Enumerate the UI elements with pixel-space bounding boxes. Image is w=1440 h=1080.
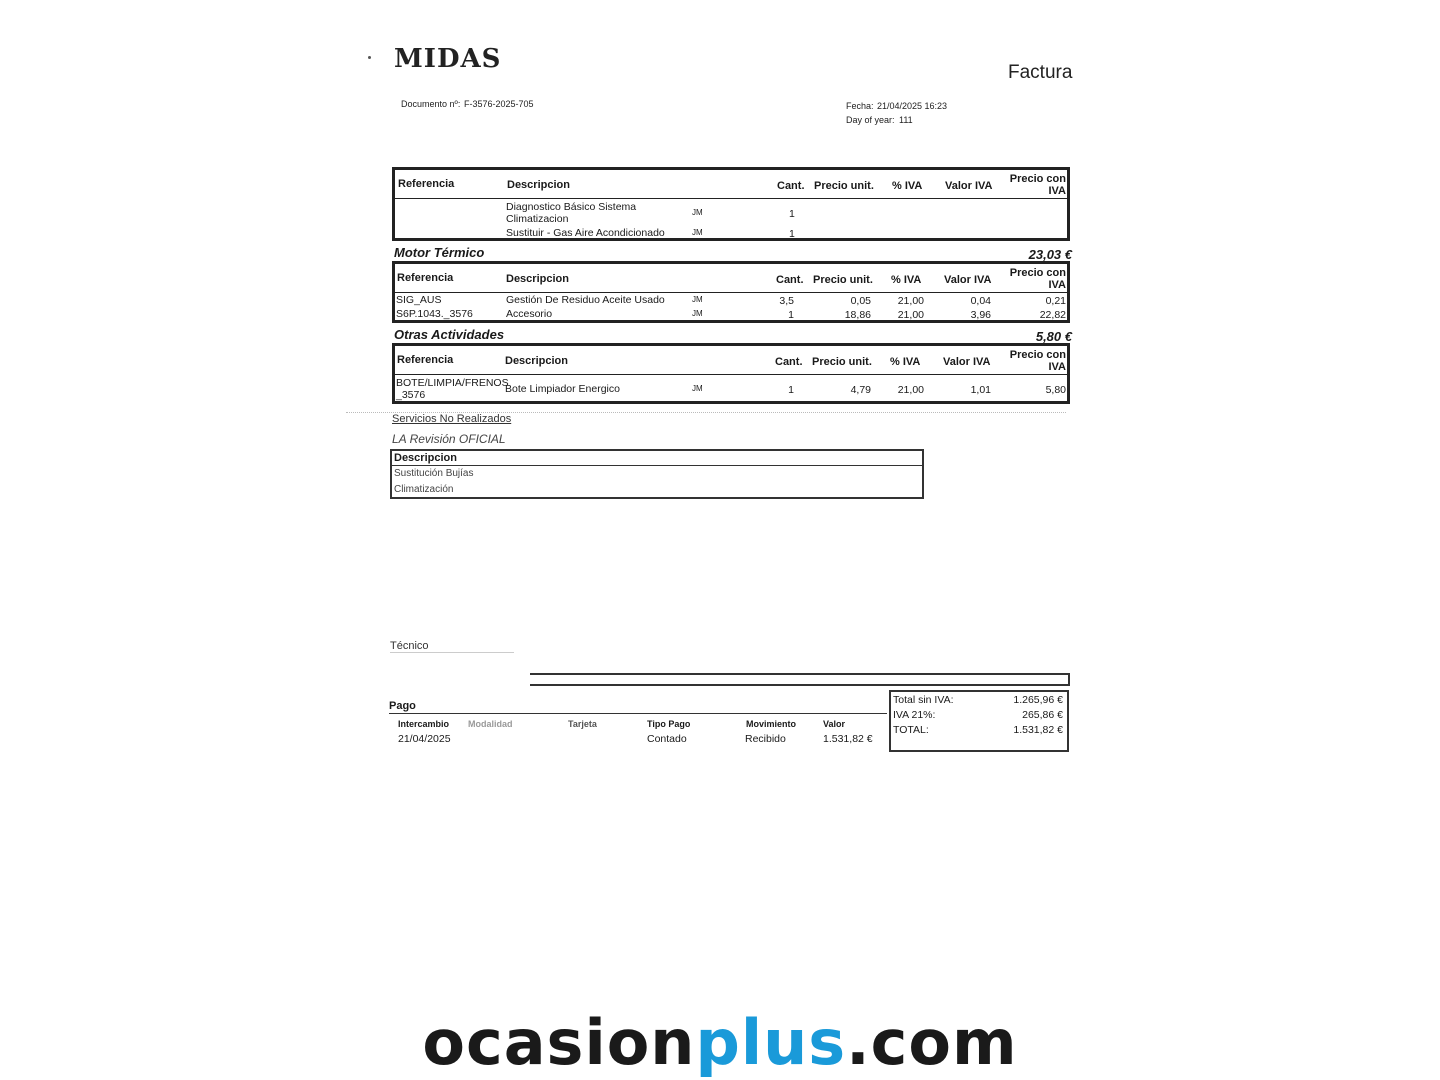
no-realizados-header: Descripcion	[394, 452, 457, 464]
pago-divider	[389, 713, 887, 714]
col-precio-unit: Precio unit.	[812, 356, 872, 368]
col-precio-unit: Precio unit.	[813, 274, 873, 286]
row-total: 5,80	[1045, 384, 1066, 396]
row-ref: SIG_AUS	[396, 294, 442, 306]
table-header	[395, 170, 1067, 199]
row-total: 22,82	[1039, 309, 1066, 321]
pago-col-valor: Valor	[823, 719, 846, 729]
brand-part-plus: plus	[695, 1006, 847, 1079]
row-pct: 21,00	[897, 384, 924, 396]
pago-valor: 1.531,82 €	[823, 733, 873, 745]
col-cant: Cant.	[775, 356, 803, 368]
row-operator: JM	[692, 228, 703, 237]
pago-title: Pago	[389, 700, 416, 712]
pago-tipo: Contado	[647, 733, 687, 745]
brand-part-com: .com	[846, 1006, 1018, 1079]
col-pct-iva: % IVA	[892, 180, 923, 192]
list-item: Sustitución Bujías	[394, 468, 474, 479]
col-descripcion: Descripcion	[507, 179, 570, 191]
row-valor: 1,01	[970, 384, 991, 396]
row-cant: 3,5	[779, 295, 794, 307]
col-valor-iva: Valor IVA	[944, 274, 992, 286]
col-precio-con-iva: IVA	[1048, 361, 1066, 373]
col-descripcion: Descripcion	[505, 355, 568, 367]
brand-part-ocasion: ocasion	[422, 1006, 696, 1079]
row-cant: 1	[789, 228, 795, 240]
otras-table	[392, 343, 1070, 404]
col-valor-iva: Valor IVA	[945, 180, 993, 192]
tecnico-label: Técnico	[390, 640, 429, 652]
pago-col-intercambio: Intercambio	[398, 719, 450, 729]
row-cant: 1	[788, 309, 794, 321]
table-row	[395, 293, 1067, 307]
col-precio-con: Precio con	[1009, 349, 1066, 361]
iva-value: 265,86 €	[1022, 709, 1063, 721]
totals-box	[889, 690, 1069, 752]
dayofyear-label: Day of year:	[846, 115, 895, 125]
pago-intercambio: 21/04/2025	[398, 733, 451, 745]
section-title-otras: Otras Actividades	[394, 327, 505, 342]
document-type-title: Factura	[1008, 62, 1073, 83]
section-total-motor: 23,03 €	[1028, 247, 1072, 262]
pago-col-movimiento: Movimiento	[746, 719, 797, 729]
pago-col-modalidad: Modalidad	[468, 719, 513, 729]
motor-table	[392, 261, 1070, 323]
row-ref: BOTE/LIMPIA/FRENOS	[396, 377, 509, 389]
row-pct: 21,00	[897, 295, 924, 307]
row-cant: 1	[788, 384, 794, 396]
list-item: Climatización	[394, 484, 454, 495]
documento-value: F-3576-2025-705	[464, 99, 534, 109]
col-pct-iva: % IVA	[891, 274, 922, 286]
no-realizados-title: Servicios No Realizados	[392, 413, 512, 425]
row-description: Gestión De Residuo Aceite Usado	[506, 294, 665, 306]
no-realizados-table	[390, 449, 924, 499]
row-ref-cont: _3576	[396, 389, 426, 401]
pago-movimiento: Recibido	[745, 733, 786, 745]
col-cant: Cant.	[776, 274, 804, 286]
row-description: Diagnostico Básico Sistema	[506, 201, 637, 213]
row-valor: 0,04	[970, 295, 991, 307]
tecnico-line	[390, 652, 514, 653]
col-descripcion: Descripcion	[506, 273, 569, 285]
row-precio: 18,86	[844, 309, 871, 321]
row-description-cont: Climatizacion	[506, 213, 569, 225]
row-valor: 3,96	[970, 309, 991, 321]
row-operator: JM	[692, 384, 703, 393]
col-referencia: Referencia	[397, 354, 454, 366]
header-divider	[392, 465, 922, 466]
total-label: TOTAL:	[893, 724, 929, 736]
row-cant: 1	[789, 208, 795, 220]
row-description: Sustituir - Gas Aire Acondicionado	[506, 227, 665, 239]
col-referencia: Referencia	[397, 272, 454, 284]
fecha-value: 21/04/2025 16:23	[877, 101, 948, 111]
logo-mark	[368, 56, 371, 59]
observations-bar	[530, 673, 1070, 686]
col-precio-con-iva: IVA	[1048, 185, 1066, 197]
col-precio-con: Precio con	[1009, 173, 1066, 185]
row-description: Accesorio	[506, 308, 553, 320]
table-row	[395, 307, 1067, 321]
row-operator: JM	[692, 295, 703, 304]
col-precio-con: Precio con	[1009, 267, 1066, 279]
pago-col-tipo: Tipo Pago	[647, 719, 691, 729]
col-precio-unit: Precio unit.	[814, 180, 874, 192]
section-title-motor: Motor Térmico	[394, 245, 485, 260]
col-pct-iva: % IVA	[890, 356, 921, 368]
row-precio: 4,79	[850, 384, 871, 396]
row-operator: JM	[692, 309, 703, 318]
row-operator: JM	[692, 208, 703, 217]
total-sin-iva-value: 1.265,96 €	[1013, 694, 1063, 706]
table-header	[395, 264, 1067, 293]
row-description: Bote Limpiador Energico	[505, 383, 620, 395]
table-row	[395, 375, 1067, 401]
col-cant: Cant.	[777, 180, 805, 192]
dayofyear-value: 111	[899, 115, 913, 125]
no-realizados-subtitle: LA Revisión OFICIAL	[392, 432, 506, 446]
total-sin-iva-label: Total sin IVA:	[893, 694, 954, 706]
row-pct: 21,00	[897, 309, 924, 321]
col-precio-con-iva: IVA	[1048, 279, 1066, 291]
pago-col-tarjeta: Tarjeta	[568, 719, 597, 729]
table-header	[395, 346, 1067, 375]
fecha-label: Fecha:	[846, 101, 874, 111]
ocasionplus-watermark	[0, 1006, 1440, 1079]
section-total-otras: 5,80 €	[1035, 329, 1072, 344]
total-value: 1.531,82 €	[1013, 724, 1063, 736]
midas-logo: MIDAS	[394, 44, 502, 74]
col-referencia: Referencia	[398, 178, 455, 190]
col-valor-iva: Valor IVA	[943, 356, 991, 368]
row-precio: 0,05	[850, 295, 871, 307]
services-table	[392, 167, 1070, 241]
row-ref: S6P.1043._3576	[396, 308, 473, 320]
row-total: 0,21	[1045, 295, 1066, 307]
iva-label: IVA 21%:	[893, 709, 936, 721]
documento-label: Documento nº:	[401, 99, 461, 109]
